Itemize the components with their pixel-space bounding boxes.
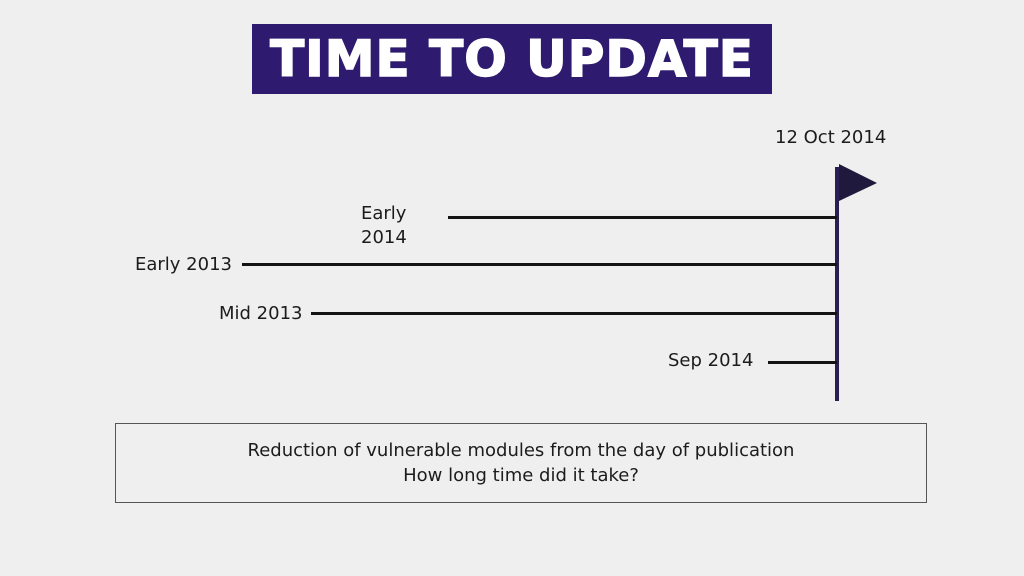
target-date-label: 12 Oct 2014 — [775, 127, 887, 148]
caption-line-1: Reduction of vulnerable modules from the day of publication — [247, 440, 795, 461]
page-title: TIME TO UPDATE — [270, 30, 754, 88]
timeline-label-early-2014-line1: Early — [361, 203, 407, 224]
timeline-label-mid-2013: Mid 2013 — [219, 303, 303, 324]
timeline-bar-sep-2014 — [768, 361, 837, 364]
timeline-bar-early-2014 — [448, 216, 837, 219]
timeline-label-sep-2014: Sep 2014 — [668, 350, 754, 371]
caption-box — [115, 423, 927, 503]
flag-pole — [835, 167, 839, 401]
flag-icon — [839, 164, 879, 202]
timeline-bar-early-2013 — [242, 263, 837, 266]
timeline-label-early-2014-line2: 2014 — [361, 227, 407, 248]
timeline-label-early-2013: Early 2013 — [135, 254, 232, 275]
title-banner — [252, 24, 772, 94]
caption-line-2: How long time did it take? — [403, 465, 639, 486]
timeline-bar-mid-2013 — [311, 312, 837, 315]
